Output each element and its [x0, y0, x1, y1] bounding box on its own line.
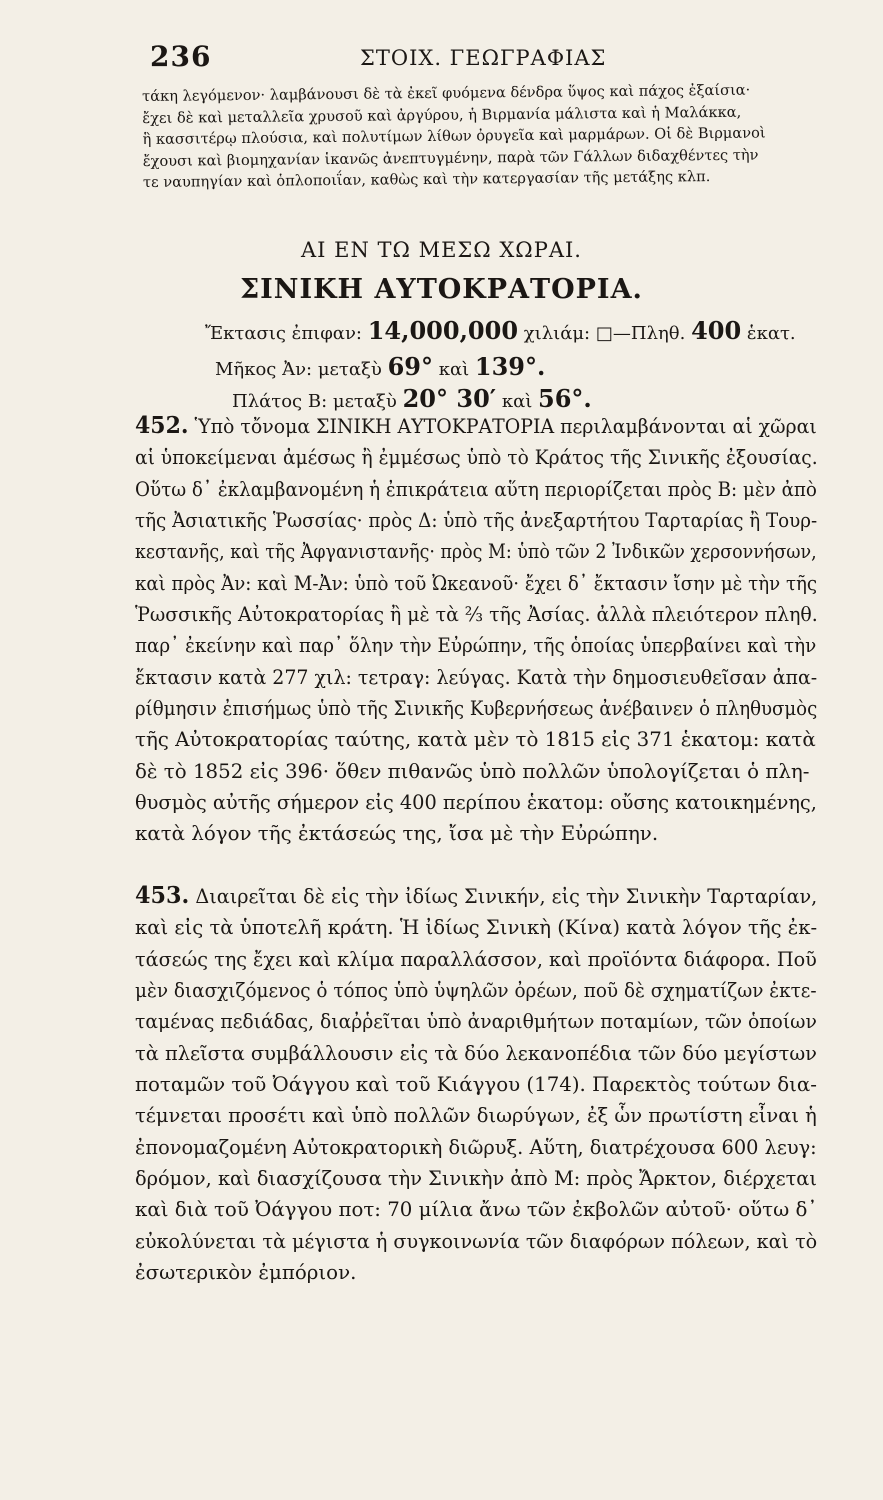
- paragraph-453: [135, 880, 817, 1288]
- text-line: κατὰ λόγον τῆς ἐκτάσεώς της, ἴσα μὲ τὴν Εὐρώπην.: [135, 822, 659, 846]
- section-heading: ΑΙ ΕΝ ΤΩ ΜΕΣΩ ΧΩΡΑΙ.: [300, 238, 582, 262]
- text-line: ἔχουσι καὶ βιομηχανίαν ἱκανῶς ἀνεπτυγμένην, παρὰ τῶν Γάλλων διδαχθέντες τὴν: [142, 146, 759, 170]
- population-value: 400: [691, 316, 742, 345]
- text-line: δρόμον, καὶ διασχίζουσα τὴν Σινικὴν ἀπὸ Μ: πρὸς Ἄρκτον, διέρχεται: [135, 1167, 817, 1191]
- text-line: τὰ πλεῖστα συμβάλλουσιν εἰς τὰ δύο λεκανοπέδια τῶν δύο μεγίστων: [135, 1041, 817, 1065]
- width-from: 20° 30′: [402, 384, 497, 413]
- text-line: ταμένας πεδιάδας, διαῤῥεῖται ὑπὸ ἀναριθμήτων ποταμίων, τῶν ὁποίων: [135, 1010, 817, 1034]
- text-line: ἐπονομαζομένη Αὐτοκρατορικὴ διῶρυξ. Αὕτη, διατρέχουσα 600 λευγ:: [135, 1135, 817, 1159]
- text-line: καὶ πρὸς Ἀν: καὶ Μ-Ἀν: ὑπὸ τοῦ Ὠκεανοῦ· ἔχει δ᾽ ἔκτασιν ἴσην μὲ τὴν τῆς: [135, 571, 818, 595]
- text-line: κεστανῆς, καὶ τῆς Ἀφγανιστανῆς· πρὸς Μ: ὑπὸ τῶν 2 Ἰνδικῶν χερσοννήσων,: [135, 540, 817, 564]
- width-and: καὶ: [501, 391, 533, 412]
- text-line: ἐσωτερικὸν ἐμπόριον.: [135, 1261, 357, 1285]
- length-and: καὶ: [438, 359, 470, 380]
- text-line: παρ᾽ ἐκείνην καὶ παρ᾽ ὅλην τὴν Εὐρώπην, τῆς ὁποίας ὑπερβαίνει καὶ τὴν: [135, 634, 817, 658]
- text-span: Διαιρεῖται δὲ εἰς τὴν ἰδίως Σινικήν, εἰς τὴν Σινικὴν Ταρταρίαν,: [195, 885, 818, 908]
- text-line: ἔχει δὲ καὶ μεταλλεῖα χρυσοῦ καὶ ἀργύρου, ἡ Βιρμανία μάλιστα καὶ ἡ Μαλάκκα,: [142, 103, 742, 127]
- area-value: 14,000,000: [367, 316, 519, 345]
- text-line: [135, 880, 818, 912]
- area-population-line: [205, 316, 796, 345]
- text-line: τῆς Ἀσιατικῆς Ῥωσσίας· πρὸς Δ: ὑπὸ τῆς ἀνεξαρτήτου Ταρταρίας ἢ Τουρ-: [135, 509, 818, 533]
- longitude-line: [215, 352, 545, 381]
- text-line: Οὕτω δ᾽ ἐκλαμβανομένη ἡ ἐπικράτεια αὕτη περιορίζεται πρὸς Β: μὲν ἀπὸ: [135, 477, 817, 501]
- intro-paragraph: [142, 79, 808, 193]
- text-line: καὶ διὰ τοῦ Ὀάγγου ποτ: 70 μίλια ἄνω τῶν ἐκβολῶν αὐτοῦ· οὕτω δ᾽: [135, 1198, 818, 1222]
- text-line: τῆς Αὐτοκρατορίας ταύτης, κατὰ μὲν τὸ 1815 εἰς 371 ἑκατομ: κατὰ: [135, 728, 816, 752]
- text-line: Ῥωσσικῆς Αὐτοκρατορίας ἢ μὲ τὰ ⅔ τῆς Ἀσίας. ἀλλὰ πλειότερον πληθ.: [135, 603, 818, 627]
- paragraph-452: [135, 410, 817, 850]
- text-line: [135, 410, 817, 442]
- page-number: 236: [150, 40, 212, 73]
- length-from: 69°: [387, 352, 433, 381]
- page-header: [150, 40, 710, 80]
- length-label: Μῆκος Ἀν: μεταξὺ: [215, 359, 382, 380]
- area-label: Ἔκτασις ἐπιφαν:: [205, 323, 362, 344]
- text-line: ποταμῶν τοῦ Ὀάγγου καὶ τοῦ Κιάγγου (174). Παρεκτὸς τούτων δια-: [135, 1073, 817, 1097]
- text-line: εὐκολύνεται τὰ μέγιστα ἡ συγκοινωνία τῶν διαφόρων πόλεων, καὶ τὸ: [135, 1229, 818, 1253]
- text-line: τάκη λεγόμενον· λαμβάνουσι δὲ τὰ ἐκεῖ φυόμενα δένδρα ὕψος καὶ πάχος ἐξαίσια·: [142, 81, 751, 105]
- running-title: ΣΤΟΙΧ. ΓΕΩΓΡΑΦΙΑΣ: [360, 46, 607, 70]
- text-line: δὲ τὸ 1852 εἰς 396· ὅθεν πιθανῶς ὑπὸ πολλῶν ὑπολογίζεται ὁ πλη-: [135, 759, 810, 783]
- text-line: τε ναυπηγίαν καὶ ὁπλοποιΐαν, καθὼς καὶ τὴν κατεργασίαν τῆς μετάξης κλπ.: [142, 168, 711, 191]
- text-line: μὲν διασχιζόμενος ὁ τόπος ὑπὸ ὑψηλῶν ὀρέων, ποῦ δὲ σχηματίζων ἐκτε-: [135, 979, 817, 1003]
- text-span: Ὑπὸ τὄνομα ΣΙΝΙΚΗ ΑΥΤΟΚΡΑΤΟΡΙΑ περιλαμβάνονται αἱ χῶραι: [194, 415, 817, 438]
- text-line: ἣ κασσιτέρῳ πλούσια, καὶ πολυτίμων λίθων ὀρυγεῖα καὶ μαρμάρων. Οἱ δὲ Βιρμανοὶ: [142, 124, 766, 148]
- width-label: Πλάτος Β: μεταξὺ: [232, 391, 397, 412]
- text-line: ρίθμησιν ἐπισήμως ὑπὸ τῆς Σινικῆς Κυβερνήσεως ἀνέβαινεν ὁ πληθυσμὸς: [135, 697, 818, 721]
- latitude-line: [232, 384, 592, 413]
- paragraph-number: 453.: [135, 882, 190, 909]
- width-to: 56°.: [538, 384, 592, 413]
- text-line: αἱ ὑποκείμεναι ἀμέσως ἢ ἐμμέσως ὑπὸ τὸ Κράτος τῆς Σινικῆς ἐξουσίας.: [135, 446, 818, 470]
- population-unit: ἑκατ.: [746, 323, 796, 344]
- text-line: καὶ εἰς τὰ ὑποτελῆ κράτη. Ἡ ἰδίως Σινικὴ (Κίνα) κατὰ λόγον τῆς ἐκ-: [135, 916, 818, 940]
- text-line: θυσμὸς αὐτῆς σήμερον εἰς 400 περίπου ἑκατομ: οὔσης κατοικημένης,: [135, 791, 817, 815]
- section-title: ΣΙΝΙΚΗ ΑΥΤΟΚΡΑΤΟΡΙΑ.: [240, 274, 643, 305]
- text-line: τέμνεται προσέτι καὶ ὑπὸ πολλῶν διωρύγων, ἐξ ὧν πρωτίστη εἶναι ἡ: [135, 1104, 817, 1128]
- text-line: τάσεώς της ἔχει καὶ κλίμα παραλλάσσον, καὶ προϊόντα διάφορα. Ποῦ: [135, 947, 817, 971]
- population-label: □—Πληθ.: [595, 323, 686, 344]
- area-unit: χιλιάμ:: [523, 323, 591, 344]
- text-line: ἔκτασιν κατὰ 277 χιλ: τετραγ: λεύγας. Κατὰ τὴν δημοσιευθεῖσαν ἀπα-: [135, 665, 818, 689]
- length-to: 139°.: [474, 352, 546, 381]
- paragraph-number: 452.: [135, 412, 189, 439]
